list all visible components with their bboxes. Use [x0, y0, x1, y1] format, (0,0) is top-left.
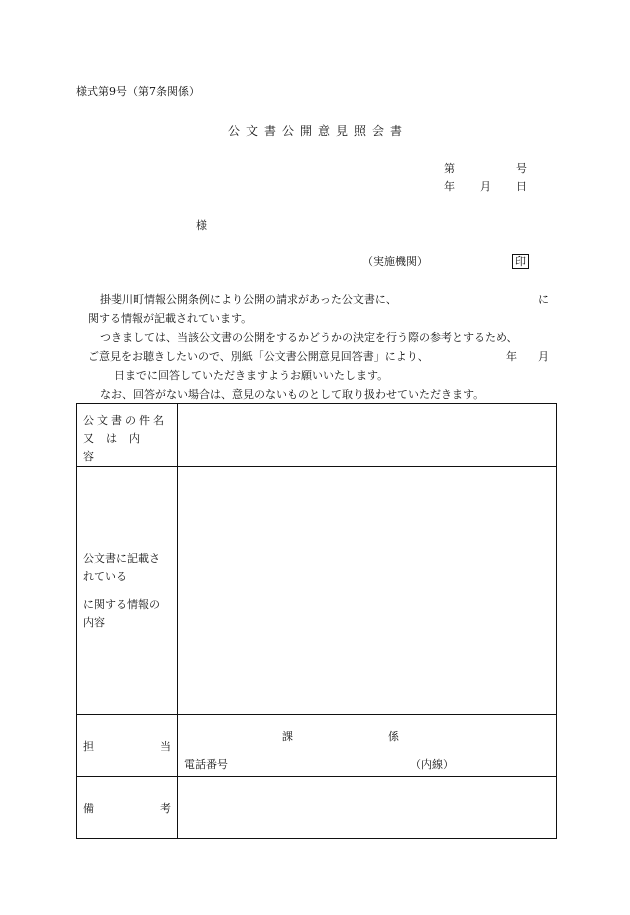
reference-dai: 第 — [444, 162, 455, 175]
row-remarks — [77, 777, 557, 839]
issuer-label: （実施機関） — [362, 255, 428, 268]
body-p2-month: 月 — [538, 350, 549, 363]
row-info-content — [77, 467, 557, 715]
seal-mark — [512, 254, 529, 269]
field-info-content[interactable] — [178, 467, 557, 715]
label-document-title-line1: 公文書の件名 — [83, 414, 167, 427]
field-remarks[interactable] — [178, 777, 557, 839]
label-info-content — [77, 467, 178, 715]
section-kakari: 係 — [388, 730, 399, 743]
seal-text: 印 — [512, 254, 529, 269]
section-ka: 課 — [282, 730, 293, 743]
phone-label: 電話番号 — [184, 758, 228, 771]
body-p1-line1: 掛斐川町情報公開条例により公開の請求があった公文書に、 — [100, 293, 397, 306]
body-p2-line1: つきましては、当該公文書の公開をするかどうかの決定を行う際の参考とするため、 — [100, 331, 518, 344]
label-info-line2: れている — [83, 569, 127, 583]
body-p2-line2: ご意見をお聴きしたいので、別紙「公文書公開意見回答書」により、 — [88, 350, 429, 363]
label-document-title — [77, 404, 178, 467]
date-day: 日 — [516, 180, 527, 193]
body-p1-line1-end: に — [538, 293, 549, 306]
label-document-title-line2: 又は内容 — [83, 432, 152, 463]
extension-label: （内線） — [410, 758, 454, 771]
date-month: 月 — [480, 180, 491, 193]
label-info-line1: 公文書に記載さ — [83, 551, 160, 565]
row-contact — [77, 715, 557, 777]
label-info-line3: に関する情報の — [83, 597, 160, 611]
opinion-form-table — [76, 403, 557, 839]
body-p2-line3: 日までに回答していただきますようお願いいたします。 — [114, 369, 389, 382]
label-remarks-text: 備 考 — [83, 801, 171, 815]
body-p1-line2: 関する情報が記載されています。 — [88, 312, 253, 325]
body-p2-year: 年 — [506, 350, 517, 363]
label-contact-text: 担 当 — [83, 739, 171, 753]
field-contact[interactable] — [178, 715, 557, 777]
label-contact — [77, 715, 178, 777]
form-number: 様式第9号（第7条関係） — [76, 85, 200, 98]
body-p3: なお、回答がない場合は、意見のないものとして取り扱わせていただきます。 — [100, 388, 485, 401]
addressee-suffix: 様 — [196, 219, 207, 232]
page-title: 公文書公開意見照会書 — [228, 124, 409, 138]
reference-go: 号 — [516, 162, 527, 175]
label-info-line4: 内容 — [83, 615, 105, 629]
row-document-title — [77, 404, 557, 467]
label-remarks — [77, 777, 178, 839]
field-document-title[interactable] — [178, 404, 557, 467]
date-year: 年 — [444, 180, 455, 193]
